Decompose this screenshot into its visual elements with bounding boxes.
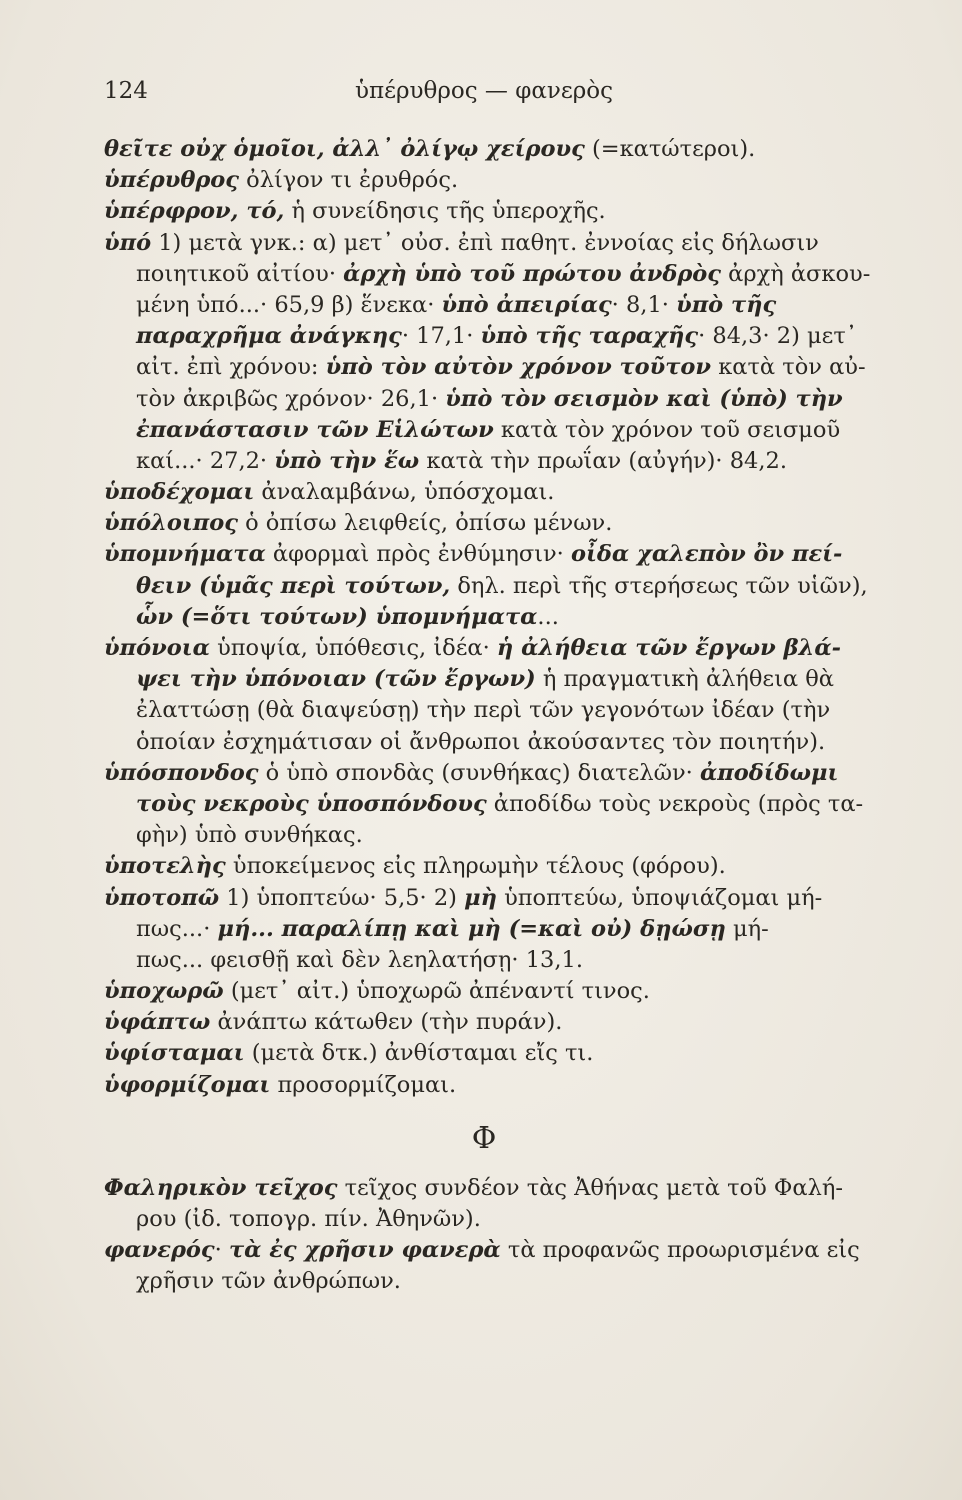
headword-text: Φαληρικὸν τεῖχος [104,1174,338,1201]
definition-text: ὁ ὀπίσω λειφθείς, ὀπίσω μένων. [237,510,613,537]
section-letter: Φ [471,1120,497,1156]
text-line [104,1070,864,1101]
definition-text: · 84,3· 2) μετ᾽ [698,323,858,350]
headword-text: ὧν (=ὅτι τούτων) ὑπομνήματα [136,603,538,630]
definition-text: · 17,1· [401,323,481,350]
definition-text: μένη ὑπό...· 65,9 β) ἕνεκα· [136,291,442,318]
headword-text: μή... παραλίπῃ καὶ μὴ (=καὶ οὐ) δῃώσῃ [217,915,726,942]
text-line [104,1235,864,1266]
definition-text: (=κατώτεροι). [584,136,756,162]
headword-text: ὑποχωρῶ [104,978,224,1005]
definition-text: 1) μετὰ γνκ.: α) μετ᾽ οὐσ. ἐπὶ παθητ. ἐννοίας εἰς δήλωσιν [151,229,819,256]
definition-text: · [214,1237,229,1264]
headword-text: ἀποδίδωμι [699,759,839,786]
running-head-title: ὑπέρυθρος — φανερὸς [354,78,614,104]
definition-text: φὴν) ὑπὸ συνθήκας. [136,822,363,849]
headword-text: ὑπομνήματα [104,541,266,568]
definition-text: δηλ. περὶ τῆς στερήσεως τῶν υἱῶν), [450,572,868,599]
definition-text: κατὰ τὸν χρόνον τοῦ σεισμοῦ [493,416,841,443]
headword-text: ὑπὸ τὴν ἕω [274,447,420,474]
headword-text: ἐπανάστασιν τῶν Εἱλώτων [136,416,494,443]
text-line [104,228,864,259]
headword-text: ὑφάπτω [104,1009,211,1036]
headword-text: θεῖτε οὐχ ὁμοῖοι, ἀλλ᾽ ὀλίγῳ χείρους [104,136,585,162]
definition-text: · 8,1· [611,291,677,318]
definition-text: ἀφορμαὶ πρὸς ἐνθύμησιν· [265,541,571,568]
headword-text: μὴ [464,884,497,911]
definition-text: αἰτ. ἐπὶ χρόνου: [136,354,326,381]
text-line [104,259,871,290]
definition-text: κατὰ τὴν πρωΐαν (αὐγήν)· 84,2. [419,447,787,474]
headword-text: ἡ ἀλήθεια τῶν ἔργων βλά- [496,635,841,661]
definition-text: ὑποπτεύω, ὑποψιάζομαι μή- [496,884,823,911]
text-line [104,883,864,914]
definition-text: ὁ ὑπὸ σπονδὰς (συνθήκας) διατελῶν· [258,759,700,786]
definition-text: κατὰ τὸν αὐ- [711,354,866,381]
text-line [104,539,864,570]
headword-text: ὑποτοπῶ [104,884,220,911]
headword-text: ὑπό [104,229,152,256]
definition-text: τεῖχος συνδέον τὰς Ἀθήνας μετὰ τοῦ Φαλή- [337,1174,843,1201]
definition-text: ἀποδίδω τοὺς νεκροὺς (πρὸς τα- [486,790,864,817]
text-line [104,633,864,664]
headword-text: φανερός [104,1237,215,1264]
text-line [104,664,864,695]
text-line [104,508,864,539]
definition-text: ... [537,603,559,630]
text-line [104,1173,864,1204]
definition-text: ρου (ἰδ. τοπογρ. πίν. Ἀθηνῶν). [136,1206,481,1232]
text-line [104,1266,864,1297]
text-line [104,727,864,758]
definition-text: ὁποίαν ἐσχημάτισαν οἱ ἄνθρωποι ἀκούσαντες τὸν ποιητήν). [136,728,826,755]
page-number: 124 [104,78,148,104]
text-line [104,165,864,196]
text-line [104,914,864,945]
headword-text: ὑπὸ τῆς ταραχῆς [480,323,699,350]
text-line [104,290,864,321]
text-line [104,321,864,352]
headword-text: ὑφορμίζομαι [104,1071,271,1098]
definition-text: πως...· [136,915,218,942]
text-line [104,1204,864,1235]
text-line [104,571,868,602]
headword-text: θειν (ὑμᾶς περὶ τούτων, [136,572,451,599]
headword-text: ὑπόσπονδος [104,759,259,786]
text-line [104,446,864,477]
headword-text: ὑπόνοια [104,635,210,661]
headword-text: τὰ ἐς χρῆσιν φανερὰ [228,1237,501,1264]
definition-text: ἀρχὴ ἀσκου- [721,260,871,287]
text-line [104,976,864,1007]
definition-text: (μετὰ δτκ.) ἀνθίσταμαι εἴς τι. [244,1040,594,1067]
text-line [104,820,864,851]
headword-text: ὑπέρυθρος [104,167,240,194]
headword-text: ὑπὸ τὸν αὐτὸν χρόνον τοῦτον [325,354,712,381]
text-line [104,695,864,726]
entries-phi [104,1173,864,1298]
text-line [104,134,864,165]
text-line [104,602,864,633]
definition-text: ἐλαττώσῃ (θὰ διαψεύσῃ) τὴν περὶ τῶν γεγονότων ἰδέαν (τὴν [136,697,831,724]
entries-upsilon [104,134,871,1101]
text-line [104,1007,864,1038]
headword-text: παραχρῆμα ἀνάγκης [136,323,402,350]
definition-text: τὸν ἀκριβῶς χρόνον· 26,1· [136,385,446,412]
definition-text: προσορμίζομαι. [270,1071,457,1098]
definition-text: (μετ᾽ αἰτ.) ὑποχωρῶ ἀπέναντί τινος. [223,978,650,1005]
text-line [104,477,864,508]
headword-text: ὑπέρφρον, τό, [104,198,285,225]
text-line [104,196,864,227]
definition-text: καί...· 27,2· [136,447,275,474]
headword-text: τοὺς νεκροὺς ὑποσπόνδους [136,790,487,817]
definition-text: ἡ πραγματικὴ ἀλήθεια θὰ [535,666,834,693]
definition-text: ἀνάπτω κάτωθεν (τὴν πυράν). [210,1009,563,1036]
text-line [104,1038,864,1069]
headword-text: ὑποδέχομαι [104,479,255,506]
definition-text: χρῆσιν τῶν ἀνθρώπων. [136,1268,401,1295]
text-line [104,415,864,446]
definition-text: ἡ συνείδησις τῆς ὑπεροχῆς. [284,198,606,225]
definition-text: ὀλίγον τι ἐρυθρός. [239,167,459,194]
definition-text: 1) ὑποπτεύω· 5,5· 2) [219,884,465,911]
headword-text: ὑφίσταμαι [104,1040,245,1067]
running-head [104,78,864,112]
definition-text: πως... φεισθῇ καὶ δὲν λεηλατήσῃ· 13,1. [136,946,583,973]
definition-text: μή- [725,915,769,942]
headword-text: ἀρχὴ ὑπὸ τοῦ πρώτου ἀνδρὸς [343,260,722,287]
definition-text: τὰ προφανῶς προωρισμένα εἰς [500,1237,860,1264]
headword-text: ὑπόλοιπος [104,510,238,537]
headword-text: οἶδα χαλεπὸν ὂν πεί- [571,541,843,568]
headword-text: ψει τὴν ὑπόνοιαν (τῶν ἔργων) [136,666,536,693]
definition-text: ὑποκείμενος εἰς πληρωμὴν τέλους (φόρου). [225,853,726,880]
dictionary-body [104,134,871,1298]
text-line [104,352,864,383]
headword-text: ὑπὸ τῆς [676,291,777,318]
headword-text: ὑπὸ ἀπειρίας [441,291,612,318]
text-line [104,758,864,789]
headword-text: ὑπὸ τὸν σεισμὸν καὶ (ὑπὸ) τὴν [445,385,843,412]
text-line [104,945,864,976]
text-line [104,851,864,882]
definition-text: ἀναλαμβάνω, ὑπόσχομαι. [254,479,555,506]
text-line [104,384,864,415]
headword-text: ὑποτελὴς [104,853,226,880]
definition-text: ὑποψία, ὑπόθεσις, ἰδέα· [209,635,497,661]
definition-text: ποιητικοῦ αἰτίου· [136,260,344,287]
text-line [104,789,864,820]
